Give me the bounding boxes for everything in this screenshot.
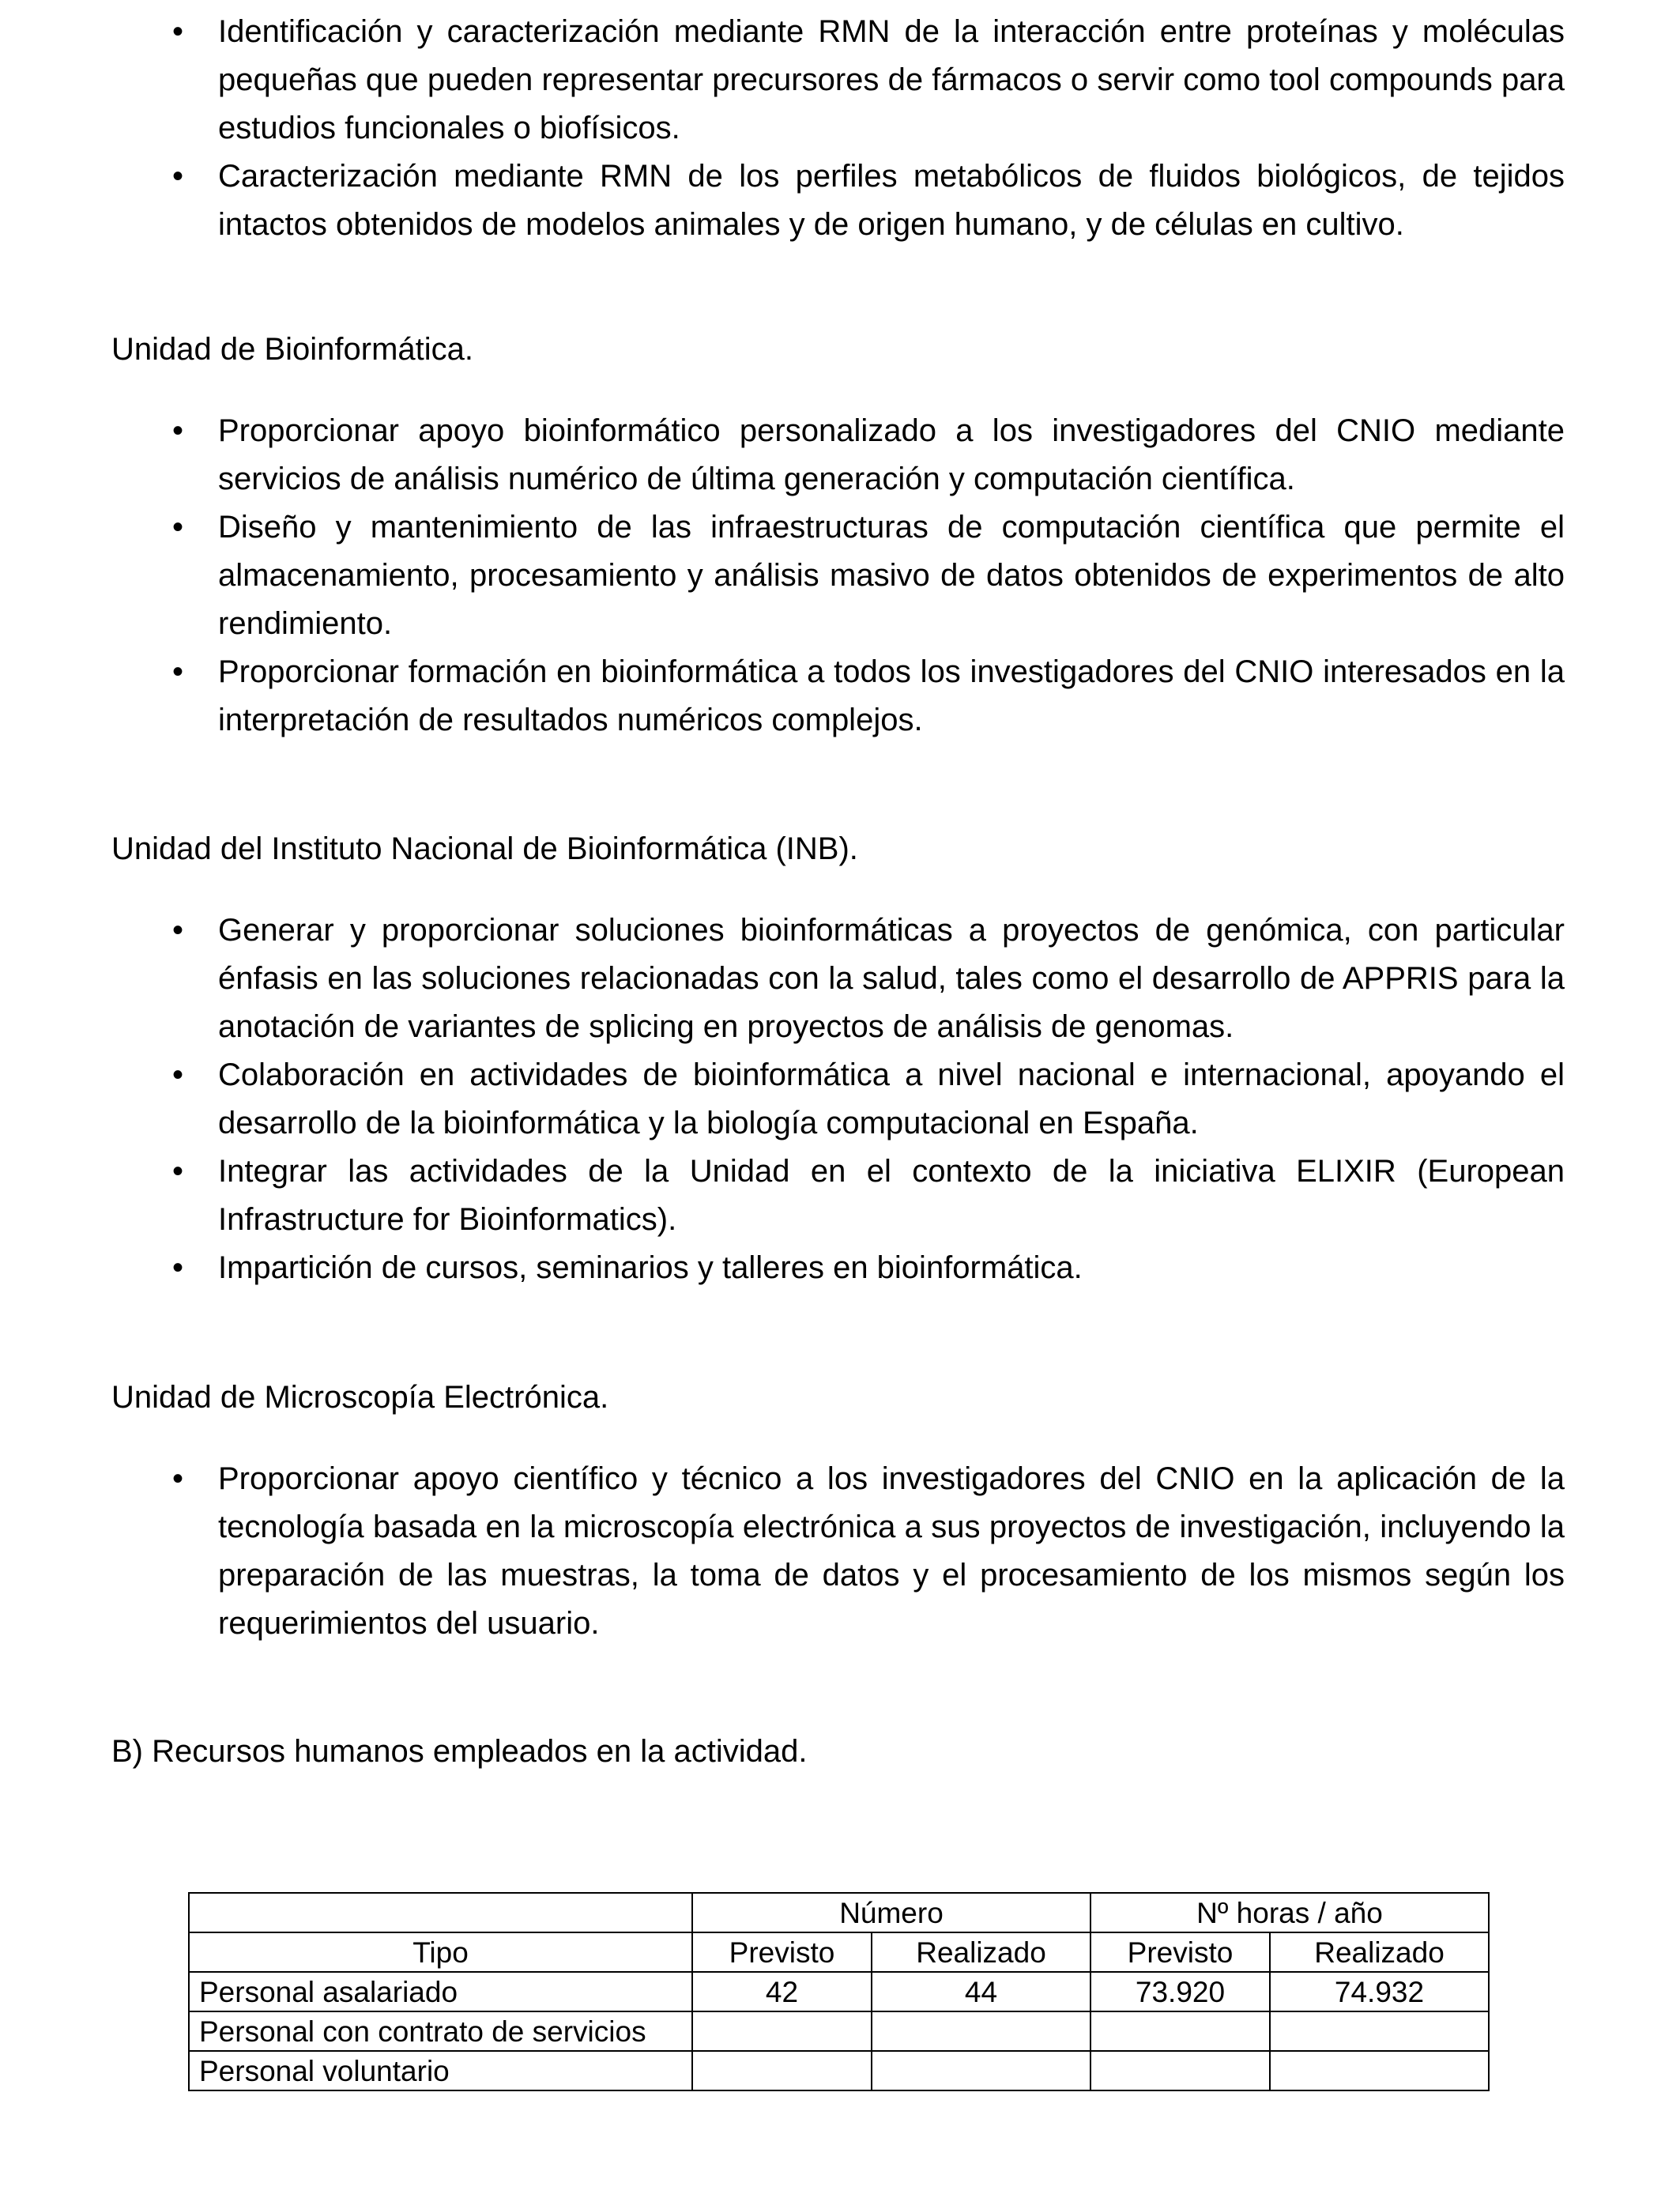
section-b-title: B) Recursos humanos empleados en la actividad.: [111, 1734, 808, 1769]
table-cell-numero-previsto: [692, 2011, 872, 2051]
table-cell-numero-previsto: [692, 2051, 872, 2090]
table-cell-numero-realizado: 44: [872, 1972, 1090, 2011]
list-item: [171, 8, 1565, 153]
table-group-header-row: [189, 1893, 1489, 1932]
bullet-list-rmn: [0, 8, 1680, 249]
bullet-icon: •: [171, 1250, 183, 1285]
table-cell-horas-previsto: 73.920: [1090, 1972, 1270, 2011]
table-header-numero-previsto: Previsto: [692, 1932, 872, 1972]
list-item-text: Generar y proporcionar soluciones bioinformáticas a proyectos de genómica, con particular énfasis en las soluciones relacionadas con la salud, tales como el desarrollo de APPRIS para la anotación de variantes de splicing en proyectos de análisis de genomas.: [218, 913, 1565, 1044]
table-cell-numero-realizado: [872, 2011, 1090, 2051]
list-item-text: Integrar las actividades de la Unidad en el contexto de la iniciativa ELIXIR (European Infrastructure for Bioinformatics).: [218, 1154, 1565, 1237]
list-item-text: Diseño y mantenimiento de las infraestructuras de computación científica que permite el almacenamiento, procesamiento y análisis masivo de datos obtenidos de experimentos de alto rendimiento.: [218, 510, 1565, 641]
section-heading-inb: Unidad del Instituto Nacional de Bioinformática (INB).: [111, 831, 858, 866]
section-heading-bioinformatica: Unidad de Bioinformática.: [111, 332, 474, 367]
bullet-icon: •: [171, 913, 183, 948]
table-cell-horas-previsto: [1090, 2051, 1270, 2090]
bullet-list-microscopia: [0, 1455, 1680, 1648]
bullet-icon: •: [171, 413, 183, 448]
table-cell-tipo: Personal asalariado: [189, 1972, 692, 2011]
table-header-numero-realizado: Realizado: [872, 1932, 1090, 1972]
list-item: [171, 407, 1565, 503]
list-item-text: Caracterización mediante RMN de los perfiles metabólicos de fluidos biológicos, de tejidos intactos obtenidos de modelos animales y de origen humano, y de células en cultivo.: [218, 159, 1565, 242]
list-item: [171, 1148, 1565, 1244]
list-item-text: Impartición de cursos, seminarios y talleres en bioinformática.: [218, 1250, 1083, 1285]
bullet-icon: •: [171, 510, 183, 545]
list-item: [171, 1051, 1565, 1148]
table-header-row: [189, 1932, 1489, 1972]
list-item: [171, 907, 1565, 1051]
list-item: [171, 648, 1565, 745]
table-row: [189, 2051, 1489, 2090]
table-row: [189, 2011, 1489, 2051]
list-item-text: Colaboración en actividades de bioinformática a nivel nacional e internacional, apoyando el desarrollo de la bioinformática y la biología computacional en España.: [218, 1057, 1565, 1140]
table-cell-horas-realizado: [1270, 2051, 1489, 2090]
bullet-icon: •: [171, 159, 183, 194]
list-item-text: Proporcionar formación en bioinformática a todos los investigadores del CNIO interesados en la interpretación de resultados numéricos complejos.: [218, 654, 1565, 737]
table-header-horas-realizado: Realizado: [1270, 1932, 1489, 1972]
table-cell-horas-previsto: [1090, 2011, 1270, 2051]
list-item-text: Proporcionar apoyo bioinformático personalizado a los investigadores del CNIO mediante servicios de análisis numérico de última generación y computación científica.: [218, 413, 1565, 496]
bullet-icon: •: [171, 14, 183, 49]
table-cell-tipo: Personal voluntario: [189, 2051, 692, 2090]
table-cell-horas-realizado: [1270, 2011, 1489, 2051]
table-cell-tipo: Personal con contrato de servicios: [189, 2011, 692, 2051]
list-item: [171, 1244, 1565, 1292]
section-heading-microscopia: Unidad de Microscopía Electrónica.: [111, 1380, 609, 1415]
table-group-header-horas: Nº horas / año: [1090, 1893, 1489, 1932]
table-cell-numero-previsto: 42: [692, 1972, 872, 2011]
bullet-list-inb: [0, 907, 1680, 1292]
bullet-icon: •: [171, 1057, 183, 1092]
list-item-text: Proporcionar apoyo científico y técnico a los investigadores del CNIO en la aplicación de la tecnología basada en la microscopía electrónica a sus proyectos de investigación, incluyendo la preparación de las muestras, la toma de datos y el procesamiento de los mismos según los requerimientos del usuario.: [218, 1461, 1565, 1641]
bullet-list-bioinformatica: [0, 407, 1680, 745]
list-item: [171, 1455, 1565, 1648]
table-group-header-numero: Número: [692, 1893, 1090, 1932]
table-header-horas-previsto: Previsto: [1090, 1932, 1270, 1972]
table-row: [189, 1972, 1489, 2011]
table-cell-numero-realizado: [872, 2051, 1090, 2090]
list-item: [171, 503, 1565, 648]
bullet-icon: •: [171, 1154, 183, 1189]
list-item-text: Identificación y caracterización mediante RMN de la interacción entre proteínas y moléculas pequeñas que pueden representar precursores de fármacos o servir como tool compounds para estudios funcionales o biofísicos.: [218, 14, 1565, 145]
table-header-tipo: Tipo: [189, 1932, 692, 1972]
list-item: [171, 153, 1565, 249]
bullet-icon: •: [171, 1461, 183, 1496]
human-resources-table: [188, 1892, 1490, 2091]
table-empty-cell: [189, 1893, 692, 1932]
bullet-icon: •: [171, 654, 183, 689]
table-cell-horas-realizado: 74.932: [1270, 1972, 1489, 2011]
